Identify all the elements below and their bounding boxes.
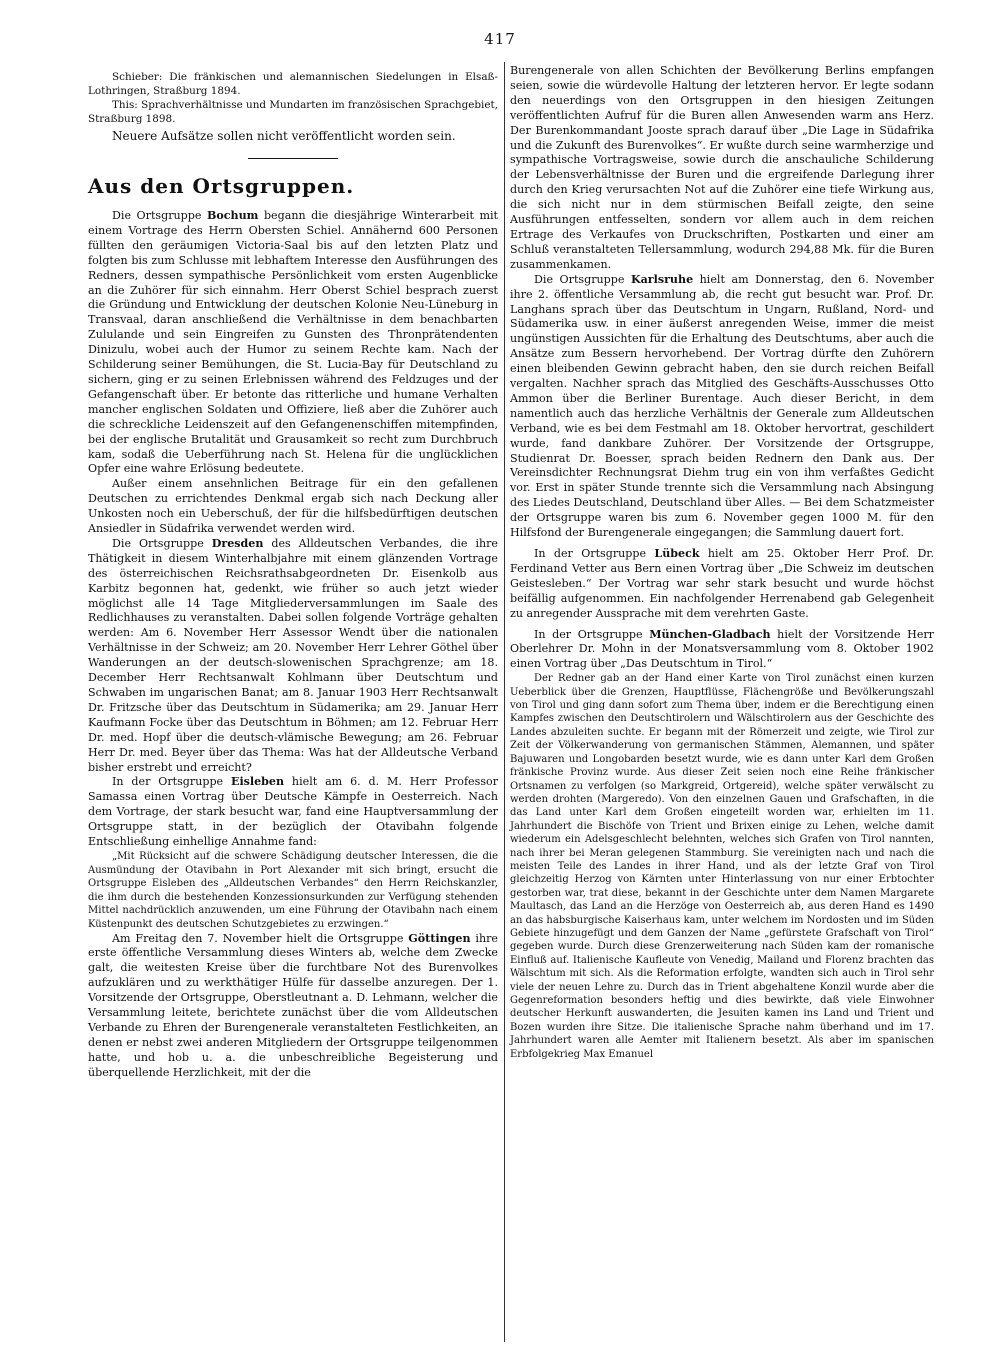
paragraph-karlsruhe: Die Ortsgruppe Karlsruhe hielt am Donnerstag, den 6. November ihre 2. öffentliche Versammlung ab, die recht gut besucht war. Prof. Dr. Langhans sprach über das Deutschtum in Ungarn, Rußland, Nord- und Südamerika usw. in einer äußerst anregenden Weise, immer die meist ungünstigen Aussichten für die Erhaltung des Deutschtums, aber auch die Ansätze zum Bessern hervorhebend. Der Vortrag dürfte den Zuhörern einen bleibenden Gewinn gebracht haben, den sie durch reichen Beifall vergalten. Nachher sprach das Mitglied des Geschäfts-Ausschusses Otto Ammon über die Berliner Burentage. Auch dieser Bericht, in dem namentlich auch das herzliche Verhältnis der Generale zum Alldeutschen Verband, wie es bei dem Festmahl am 18. Oktober hervortrat, geschildert wurde, fand dankbare Zuhörer. Der Vorsitzende der Ortsgruppe, Studienrat Dr. Boesser, sprach beiden Rednern den Dank aus. Der Vereinsdichter Rechnungsrat Diehm trug ein von ihm verfaßtes Gedicht vor. Erst in später Stunde trennte sich die Versammlung nach Absingung des Liedes Deutschland, Deutschland über Alles. — Bei dem Schatzmeister der Ortsgruppe waren bis zum 6. November gegen 1000 M. für den Hilfsfond der Burengenerale eingegangen; die Sammlung dauert fort. <box>510 272 934 540</box>
lecture-summary: Der Redner gab an der Hand einer Karte von Tirol zunächst einen kurzen Ueberblick über die Grenzen, Hauptflüsse, Flächengröße und Bevölkerungszahl von Tirol und ging dann sofort zum Thema über, indem er die Berechtigung einen Kampfes zwischen den Deutschtirolern und Wälschtirolern aus der Geschichte des Landes abzuleiten suchte. Er begann mit der Römerzeit und zeigte, wie Tirol zur Zeit der Völkerwanderung von germanischen Stämmen, Alemannen, und später Bajuwaren und Longobarden besetzt wurde, wie es dann unter Karl dem Großen fränkische Provinz wurde. Aus dieser Zeit seien noch eine Reihe fränkischer Ortsnamen zu verfolgen (so Markgreid, Ortgereid), welche später verwälscht zu werden drohten (Margeredo). Von den einzelnen Gauen und Grafschaften, in die das Land unter Karl dem Großen eingeteilt worden war, erhielten im 11. Jahrhundert die Bischöfe von Trient und Brixen einige zu Lehen, welche damit wiederum ein Adelsgeschlecht belehnten, welches sich Grafen von Tirol nannten, nach ihrer bei Meran gelegenen Stammburg. Sie vereinigten nach und nach die meisten Teile des Landes in ihrer Hand, und als der letzte Graf von Tirol gleichzeitig Herzog von Kärnten unter Hinterlassung von nur einer Erbtochter gestorben war, trat diese, bekannt in der Geschichte unter dem Namen Margarete Maultasch, das Land an die Herzöge von Oesterreich ab, aus deren Hand es 1490 an das habsburgische Kaiserhaus kam, unter welchem im Nordosten und im Süden Gebiete hinzugefügt und dem Ganzen der Name „gefürstete Grafschaft von Tirol“ gegeben wurde. Durch diese Grenzerweiterung nach Süden kam der romanische Einfluß auf. Italienische Kaufleute von Venedig, Mailand und Florenz brachten das Wälschtum mit sich. Als die Reformation erfolgte, wandten sich auch in Tirol sehr viele der neuen Lehre zu. Durch das in Trient abgehaltene Konzil wurde aber die Gegenreformation besonders heftig und dies bewirkte, daß viele Einwohner deutscher Herkunft auswanderten, die Jesuiten kamen ins Land und Trient und Bozen wurden ihre Sitze. Die italienische Sprache nahm überhand und im 17. Jahrhundert waren alle Aemter mit Italienern besetzt. Als aber im spanischen Erbfolgekrieg Max Emanuel <box>510 673 934 1060</box>
paragraph-bochum: Die Ortsgruppe Bochum begann die diesjährige Winterarbeit mit einem Vortrage des Herrn Obersten Schiel. Annähernd 600 Personen füllten den geräumigen Victoria-Saal bis auf den letzten Platz und folgten bis zum Schlusse mit lebhaftem Interesse den Ausführungen des Redners, dessen sympathische Persönlichkeit vom ersten Augenblicke an die Zuhörer für sich einnahm. Herr Oberst Schiel besprach zuerst die Gründung und Entwicklung der deutschen Kolonie Neu-Lüneburg in Transvaal, daran anschließend die Verhältnisse in dem benachbarten Zululande und sein Eingreifen zu Gunsten des Thronprätendenten Dinizulu, wobei auch der Humor zu seinem Rechte kam. Nach der Schilderung seiner Bemühungen, die St. Lucia-Bay für Deutschland zu sichern, ging er zu seinen Erlebnissen während des Feldzuges und der Gefangenschaft über. Er betonte das ritterliche und humane Verhalten mancher englischen Soldaten und Offiziere, ließ aber die Zuhörer auch die schreckliche Leidenszeit auf den Gefangenenschiffen mitempfinden, bei der englische Brutalität und Grausamkeit so recht zum Durchbruch kam, sodaß die Ueberführung nach St. Helena für die unglücklichen Opfer eine wahre Erlösung bedeutete. <box>88 209 498 476</box>
ortsgruppe-name: Dresden <box>211 536 264 550</box>
column-divider <box>504 62 505 1342</box>
bib-author: This <box>112 99 135 111</box>
paragraph-goettingen: Am Freitag den 7. November hielt die Ortsgruppe Göttingen ihre erste öffentliche Versammlung dieses Winters ab, welche dem Zwecke galt, die weitesten Kreise über die furchtbare Not des Burenvolkes aufzuklären und zu werkthätiger Hülfe für dasselbe anzuregen. Der 1. Vorsitzende der Ortsgruppe, Oberstleutnant a. D. Lehmann, welcher die Versammlung leitete, berichtete zunächst über die vom Alldeutschen Verbande zu Ehren der Burengenerale veranstalteten Festlichkeiten, an denen er nebst zwei anderen Mitgliedern der Ortsgruppe teilgenommen hatte, und hob u. a. die unbeschreibliche Begeisterung und überquellende Herzlichkeit, mit der die <box>88 931 498 1079</box>
paragraph-goettingen-continued: Burengenerale von allen Schichten der Bevölkerung Berlins empfangen seien, sowie die würdevolle Haltung der letzteren hervor. Er legte sodann den neuerdings von den Ortsgruppen in den hiesigen Zeitungen veröffentlichten Aufruf für die Buren allen Anwesenden warm ans Herz. Der Burenkommandant Jooste sprach darauf über „Die Lage in Südafrika und die Zukunft des Burenvolkes“. Er wußte durch seine warmherzige und sympathische Vortragsweise, sowie durch die anschauliche Schilderung der Lebensverhältnisse der Buren und die ergreifende Darlegung ihrer durch den Krieg verursachten Not auf die Zuhörer eine tiefe Wirkung aus, die sich nicht nur in dem stürmischen Beifall zeigte, den seine Ausführungen entfesselten, sondern vor allem auch in dem reichen Ertrage des Verkaufes von Druckschriften, Postkarten und einer am Schluß veranstalteten Tellersammlung, wodurch 294,88 Mk. für die Buren zusammenkamen. <box>510 64 934 271</box>
resolution-quote: „Mit Rücksicht auf die schwere Schädigung deutscher Interessen, die die Ausmündung der Otavibahn in Port Alexander mit sich bringt, ersucht die Ortsgruppe Eisleben des „Alldeutschen Verbandes“ den Herrn Reichskanzler, die ihm durch die bestehenden Konzessionsurkunden zur Verfügung stehenden Mittel nachdrücklich anzuwenden, um eine Führung der Otavibahn nach einem Küstenpunkt des deutschen Schutzgebietes zu erzwingen.“ <box>88 850 498 930</box>
ortsgruppe-name: Göttingen <box>408 931 471 945</box>
ortsgruppe-name: Bochum <box>206 209 259 222</box>
right-column <box>510 64 934 1061</box>
left-column <box>88 70 498 1081</box>
bib-text: : Die fränkischen und alemannischen Siedelungen in Elsaß-Lothringen, Straßburg 1894. <box>88 71 498 97</box>
bibliography-entry <box>88 98 498 126</box>
ortsgruppe-name: Eisleben <box>230 775 285 789</box>
ortsgruppe-name: Lübeck <box>654 547 700 560</box>
paragraph-eisleben: In der Ortsgruppe Eisleben hielt am 6. d. M. Herr Professor Samassa einen Vortrag über Deutsche Kämpfe in Oesterreich. Nach dem Vortrage, der stark besucht war, fand eine Hauptversammlung der Ortsgruppe statt, in der bezüglich der Otavibahn folgende Entschließung einhellige Annahme fand: <box>88 775 498 849</box>
paragraph-luebeck: In der Ortsgruppe Lübeck hielt am 25. Oktober Herr Prof. Dr. Ferdinand Vetter aus Bern einen Vortrag über „Die Schweiz im deutschen Geistesleben.“ Der Vortrag war sehr stark besucht und wurde höchst beifällig aufgenommen. Ein nachfolgender Herrenabend gab Gelegenheit zu anregender Aussprache mit dem verehrten Gaste. <box>510 547 934 620</box>
page-number: 417 <box>484 30 516 48</box>
bib-author: Schieber <box>112 71 159 83</box>
notice: Neuere Aufsätze sollen nicht veröffentlicht worden sein. <box>112 129 456 143</box>
bib-text: : Sprachverhältnisse und Mundarten im französischen Sprachgebiet, Straßburg 1898. <box>88 99 498 125</box>
ortsgruppe-name: München-Gladbach <box>649 627 771 641</box>
bibliography-entry <box>88 70 498 98</box>
section-heading: Aus den Ortsgruppen. <box>88 174 355 198</box>
paragraph-muenchen-gladbach: In der Ortsgruppe München-Gladbach hielt der Vorsitzende Herr Oberlehrer Dr. Mohn in der Monatsversammlung vom 8. Oktober 1902 einen Vortrag über „Das Deutschtum in Tirol.“ <box>510 627 934 671</box>
section-divider <box>248 158 338 159</box>
paragraph-bochum-2: Außer einem ansehnlichen Beitrage für ein den gefallenen Deutschen zu errichtendes Denkmal ergab sich nach Deckung aller Unkosten noch ein Ueberschuß, der für die hilfsbedürftigen deutschen Ansiedler in Südafrika verwendet werden wird. <box>88 477 498 536</box>
ortsgruppe-name: Karlsruhe <box>630 272 694 286</box>
paragraph-dresden: Die Ortsgruppe Dresden des Alldeutschen Verbandes, die ihre Thätigkeit in diesem Winterhalbjahre mit einem glänzenden Vortrage des österreichischen Reichsrathsabgeordneten Dr. Eisenkolb aus Karbitz begonnen hat, gedenkt, wie früher so auch jetzt wieder möglichst alle 14 Tage Mitgliederversammlungen im Saale des Redlichhauses zu veranstalten. Dabei sollen folgende Vorträge gehalten werden: Am 6. November Herr Assessor Wendt über die nationalen Verhältnisse in der Schweiz; am 20. November Herr Lehrer Göthel über Wanderungen an der deutsch-slowenischen Sprachgrenze; am 18. December Herr Rechtsanwalt Kohlmann über Deutschtum und Schwaben im ungarischen Banat; am 8. Januar 1903 Herr Rechtsanwalt Dr. Fritzsche über das Deutschtum in Südamerika; am 29. Januar Herr Kaufmann Focke über das Deutschtum in Böhmen; am 12. Februar Herr Dr. med. Hopf über die deutsch-vlämische Bewegung; am 26. Februar Herr Dr. med. Beyer über das Thema: Was hat der Alldeutsche Verband bisher erstrebt und erreicht? <box>88 536 499 774</box>
